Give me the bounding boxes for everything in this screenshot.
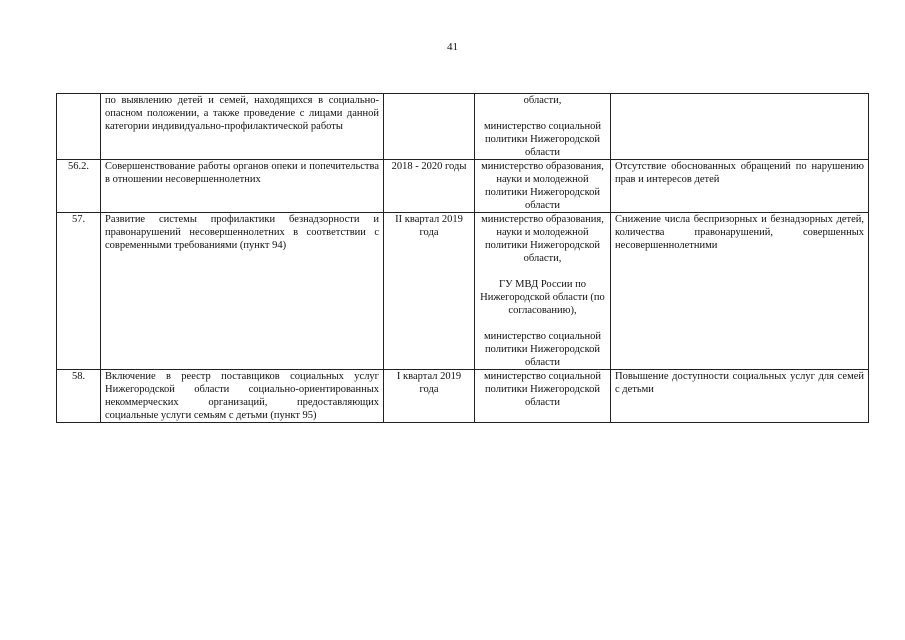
result-cell: Отсутствие обоснованных обращений по нарушению прав и интересов детей bbox=[611, 160, 869, 213]
term-cell bbox=[384, 94, 475, 160]
executor: министерство образования, науки и молодежной политики Нижегородской области bbox=[481, 161, 604, 211]
executors-cell bbox=[475, 370, 611, 423]
row-number: 56.2. bbox=[57, 160, 101, 213]
executor: министерство социальной политики Нижегородской области bbox=[483, 331, 602, 368]
executor: ГУ МВД России по Нижегородской области (по согласованию), bbox=[480, 279, 605, 316]
executors-cell bbox=[475, 160, 611, 213]
table-row bbox=[57, 370, 869, 423]
executors-cell bbox=[475, 94, 611, 160]
table-row bbox=[57, 94, 869, 160]
executors-cell bbox=[475, 213, 611, 370]
table-row bbox=[57, 160, 869, 213]
executor: министерство образования, науки и молодежной политики Нижегородской области, bbox=[481, 214, 604, 264]
result-cell bbox=[611, 94, 869, 160]
result-cell: Снижение числа беспризорных и безнадзорных детей, количества правонарушений, совершенных несовершеннолетними bbox=[611, 213, 869, 370]
executor: министерство социальной политики Нижегородской области bbox=[483, 371, 602, 408]
term-cell: 2018 - 2020 годы bbox=[384, 160, 475, 213]
term-cell: II квартал 2019 года bbox=[384, 213, 475, 370]
row-number: 58. bbox=[57, 370, 101, 423]
task-cell: Включение в реестр поставщиков социальных услуг Нижегородской области социально-ориентированных некоммерческих организаций, предоставляющих социальные услуги семьям с детьми (пункт 95) bbox=[101, 370, 384, 423]
row-number: 57. bbox=[57, 213, 101, 370]
executor: области, bbox=[523, 95, 562, 106]
task-cell: по выявлению детей и семей, находящихся в социально-опасном положении, а также проведение с лицами данной категории индивидуально-профилактической работы bbox=[101, 94, 384, 160]
task-cell: Развитие системы профилактики безнадзорности и правонарушений несовершеннолетних в соответствии с современными требованиями (пункт 94) bbox=[101, 213, 384, 370]
table-row bbox=[57, 213, 869, 370]
task-cell: Совершенствование работы органов опеки и попечительства в отношении несовершеннолетних bbox=[101, 160, 384, 213]
executor: министерство социальной политики Нижегородской области bbox=[483, 121, 602, 158]
page-number: 41 bbox=[447, 41, 458, 53]
result-cell: Повышение доступности социальных услуг для семей с детьми bbox=[611, 370, 869, 423]
measures-table bbox=[56, 93, 869, 423]
term-cell: I квартал 2019 года bbox=[384, 370, 475, 423]
row-number bbox=[57, 94, 101, 160]
